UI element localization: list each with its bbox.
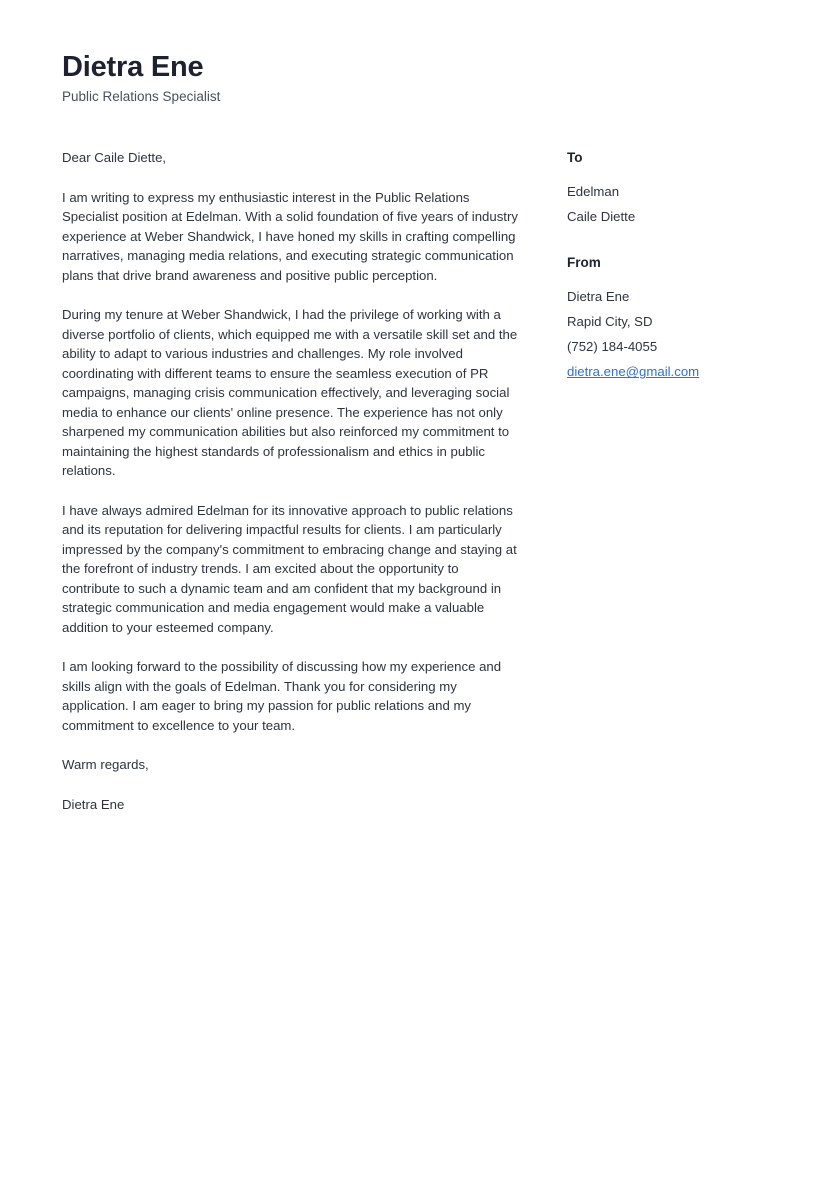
from-heading: From (567, 255, 601, 271)
document-header (62, 52, 662, 105)
from-email-link[interactable]: dietra.ene@gmail.com (567, 364, 700, 380)
letter-body (62, 148, 520, 814)
letter-paragraph-2: During my tenure at Weber Shandwick, I had the privilege of working with a diverse portfolio of clients, which equipped me with a versatile skill set and the ability to adapt to various industries and challenges. My role involved coordinating with different teams to ensure the seamless execution of PR campaigns, managing crisis communication effectively, and leveraging social media to enhance our clients' online presence. The experience has not only sharpened my communication abilities but also reinforced my commitment to maintaining the highest standards of professionalism and ethics in public relations. (62, 307, 518, 478)
applicant-name: Dietra Ene (62, 51, 204, 83)
to-company: Edelman (567, 184, 620, 200)
applicant-job-title: Public Relations Specialist (62, 88, 221, 104)
contact-sidebar (567, 150, 787, 410)
from-phone: (752) 184-4055 (567, 339, 658, 355)
letter-paragraph-4: I am looking forward to the possibility of discussing how my experience and skills align with the goals of Edelman. Thank you for considering my application. I am eager to bring my passion for public relations and my commitment to excellence to your team. (62, 659, 502, 733)
to-block (567, 150, 787, 229)
from-block (567, 255, 787, 384)
letter-paragraph-1: I am writing to express my enthusiastic interest in the Public Relations Specialist position at Edelman. With a solid foundation of five years of industry experience at Weber Shandwick, I have honed my skills in crafting compelling narratives, managing media relations, and executing strategic communication plans that drive brand awareness and positive public perception. (62, 189, 518, 283)
to-heading: To (567, 150, 583, 165)
letter-closing: Warm regards, (62, 757, 149, 772)
letter-salutation: Dear Caile Diette, (62, 150, 167, 165)
from-sender-name: Dietra Ene (567, 289, 630, 305)
to-recipient: Caile Diette (567, 209, 636, 225)
letter-signature: Dietra Ene (62, 796, 125, 812)
from-location: Rapid City, SD (567, 314, 653, 330)
letter-paragraph-3: I have always admired Edelman for its innovative approach to public relations and its reputation for delivering impactful results for clients. I am particularly impressed by the company's commitment to embracing change and staying at the forefront of industry trends. I am excited about the opportunity to contribute to such a dynamic team and am confident that my background in strategic communication and media engagement would make a valuable addition to your esteemed company. (62, 502, 517, 635)
